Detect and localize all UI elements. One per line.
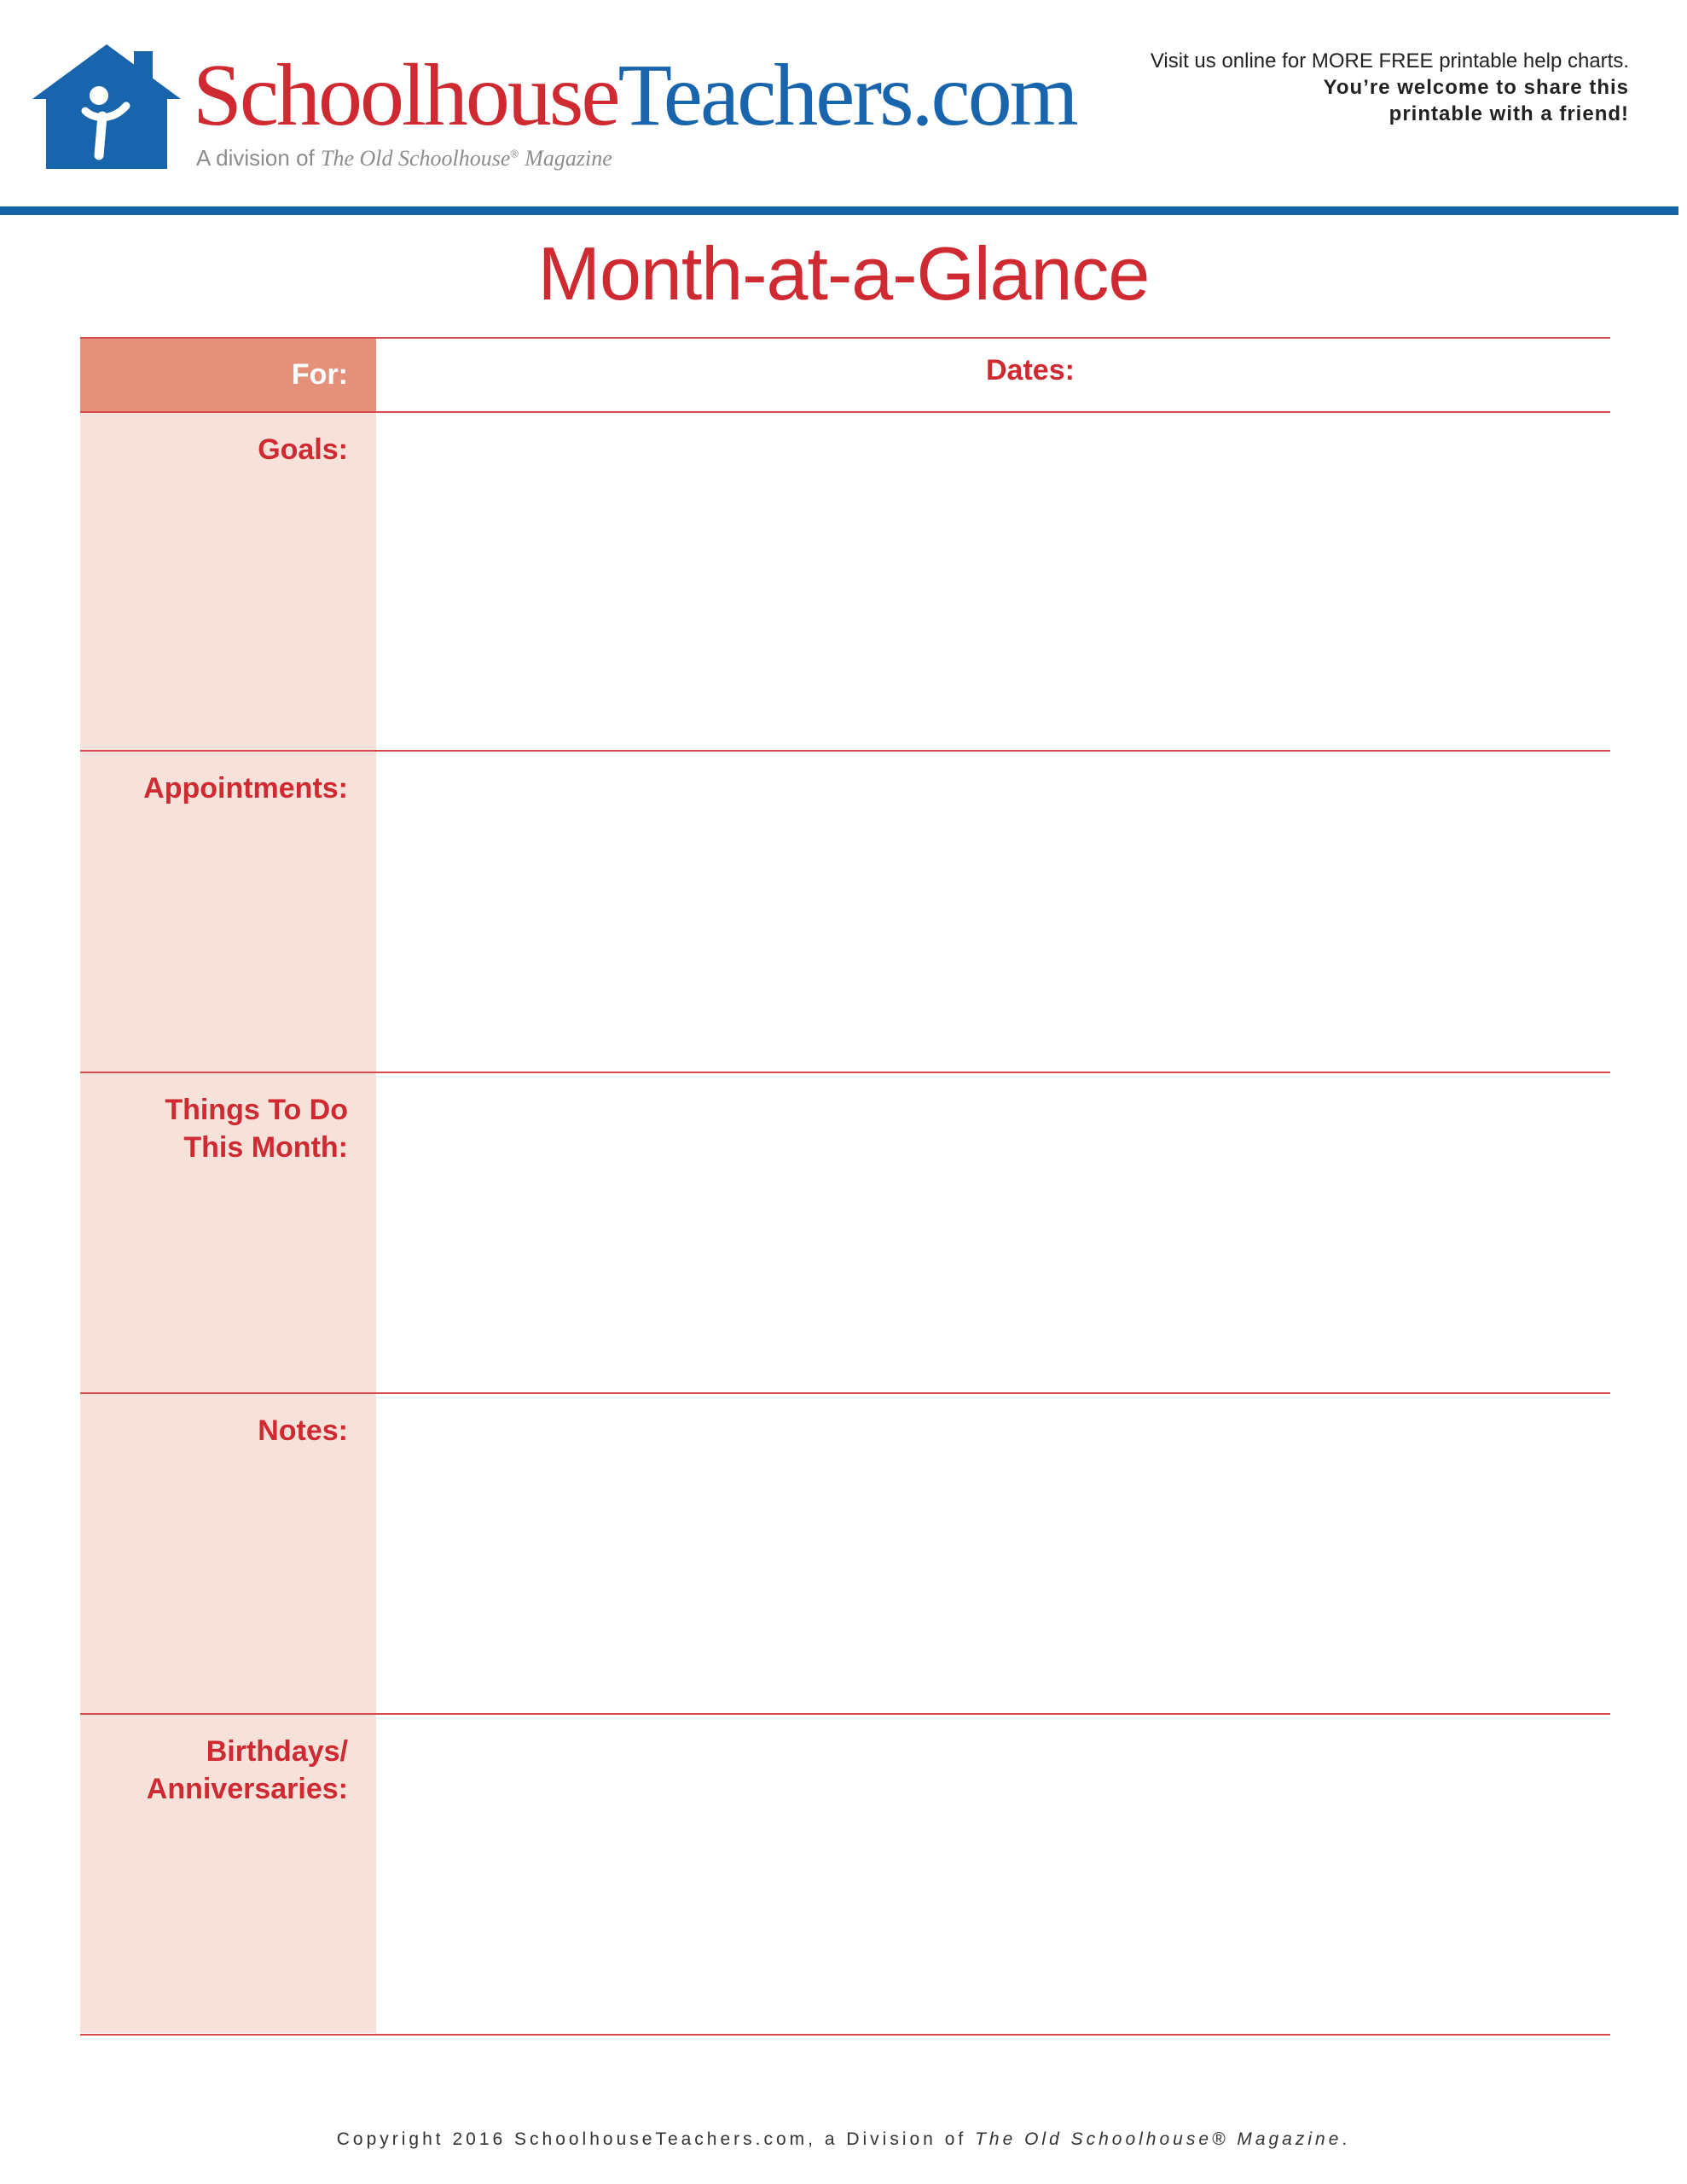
promo-line-3: printable with a friend! bbox=[1388, 102, 1629, 125]
brand-name: SchoolhouseTeachers.com bbox=[193, 46, 1076, 144]
rule-appointments bbox=[80, 1072, 1610, 1073]
brand-tagline: A division of The Old Schoolhouse® Magazine bbox=[196, 145, 612, 171]
promo-text bbox=[1151, 48, 1629, 127]
rule-header bbox=[80, 411, 1610, 413]
things-to-do-label: Things To Do This Month: bbox=[165, 1094, 348, 1164]
for-label: For: bbox=[291, 358, 348, 391]
promo-line-2: You’re welcome to share this bbox=[1323, 76, 1629, 99]
goals-label: Goals: bbox=[258, 433, 348, 466]
page-title: Month-at-a-Glance bbox=[537, 231, 1150, 316]
house-person-icon bbox=[31, 43, 183, 171]
appointments-label: Appointments: bbox=[143, 772, 348, 804]
rule-notes bbox=[80, 1713, 1610, 1715]
brand-logo bbox=[31, 43, 1076, 179]
birthdays-label: Birthdays/ Anniversaries: bbox=[146, 1735, 348, 1805]
dates-label: Dates: bbox=[986, 354, 1075, 386]
header-divider bbox=[0, 206, 1678, 215]
rule-goals bbox=[80, 750, 1610, 752]
month-form bbox=[80, 337, 1610, 2033]
notes-label: Notes: bbox=[258, 1414, 348, 1447]
rule-bottom bbox=[80, 2034, 1610, 2036]
rule-things bbox=[80, 1392, 1610, 1394]
copyright-footer: Copyright 2016 SchoolhouseTeachers.com, a Division of The Old Schoolhouse® Magazine. bbox=[336, 2129, 1351, 2149]
rule-top bbox=[80, 337, 1610, 339]
promo-line-1: Visit us online for MORE FREE printable help charts. bbox=[1150, 49, 1629, 73]
